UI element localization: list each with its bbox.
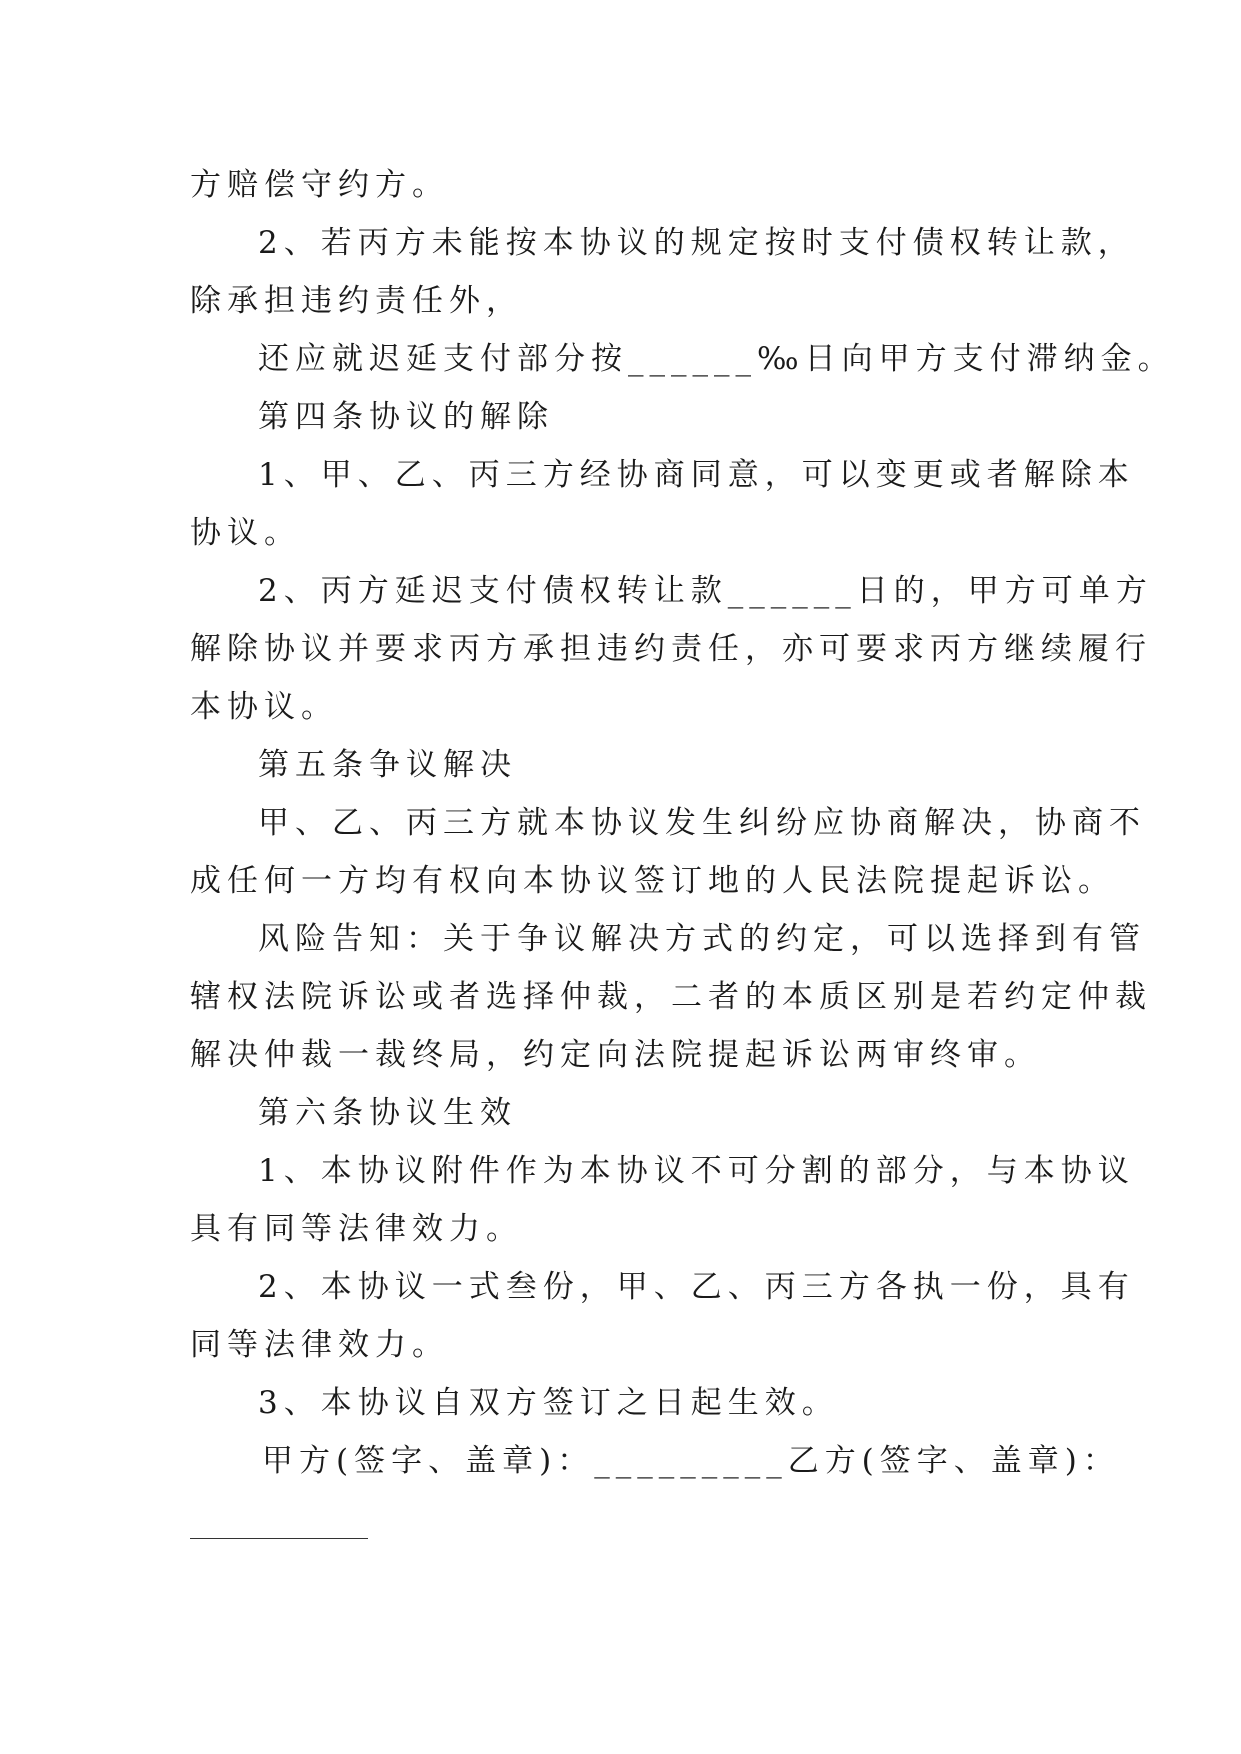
section-heading: 第四条协议的解除 bbox=[258, 399, 554, 435]
paragraph-line: 解除协议并要求丙方承担违约责任，亦可要求丙方继续履行 bbox=[190, 631, 1152, 667]
paragraph-line: 本协议。 bbox=[190, 689, 338, 725]
paragraph-line: 甲、乙、丙三方就本协议发生纠纷应协商解决，协商不 bbox=[258, 805, 1146, 841]
paragraph-line: 2、若丙方未能按本协议的规定按时支付债权转让款， bbox=[258, 225, 1135, 261]
paragraph-line: 除承担违约责任外， bbox=[190, 283, 523, 319]
paragraph-line: 1、甲、乙、丙三方经协商同意，可以变更或者解除本 bbox=[258, 457, 1135, 493]
section-heading: 第五条争议解决 bbox=[258, 747, 517, 783]
paragraph-line: 方赔偿守约方。 bbox=[190, 167, 449, 203]
paragraph-line: 还应就迟延支付部分按______‰日向甲方支付滞纳金。 bbox=[258, 341, 1175, 377]
paragraph-line: 解决仲裁一裁终局，约定向法院提起诉讼两审终审。 bbox=[190, 1037, 1041, 1073]
signature-line: 甲方(签字、盖章)：_________乙方(签字、盖章)： bbox=[262, 1443, 1120, 1479]
paragraph-line: 同等法律效力。 bbox=[190, 1327, 449, 1363]
paragraph-line: 辖权法院诉讼或者选择仲裁，二者的本质区别是若约定仲裁 bbox=[190, 979, 1152, 1015]
paragraph-line: 成任何一方均有权向本协议签订地的人民法院提起诉讼。 bbox=[190, 863, 1115, 899]
signature-blank-rule bbox=[190, 1538, 368, 1539]
paragraph-line: 协议。 bbox=[190, 515, 301, 551]
paragraph-line: 1、本协议附件作为本协议不可分割的部分，与本协议 bbox=[258, 1153, 1135, 1189]
paragraph-line: 2、丙方延迟支付债权转让款______日的，甲方可单方 bbox=[258, 573, 1153, 609]
paragraph-line: 风险告知：关于争议解决方式的约定，可以选择到有管 bbox=[258, 921, 1146, 957]
paragraph-line: 具有同等法律效力。 bbox=[190, 1211, 523, 1247]
paragraph-line: 2、本协议一式叁份，甲、乙、丙三方各执一份，具有 bbox=[258, 1269, 1135, 1305]
section-heading: 第六条协议生效 bbox=[258, 1095, 517, 1131]
paragraph-line: 3、本协议自双方签订之日起生效。 bbox=[258, 1385, 839, 1421]
